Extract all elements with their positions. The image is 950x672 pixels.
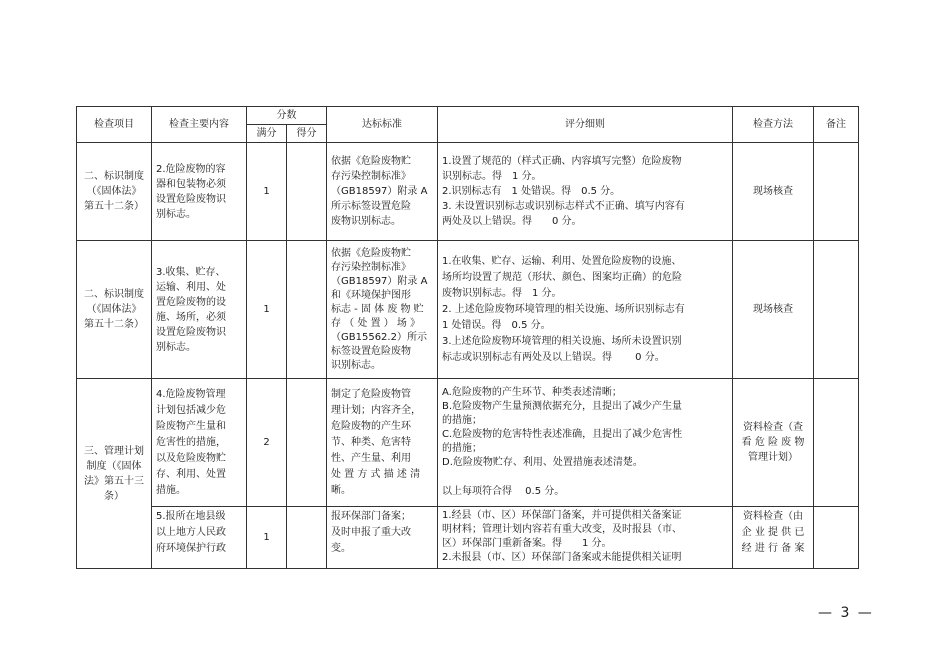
inspection-method: 资料检查（查 看 危 险 废 物 管理计划） xyxy=(733,379,814,507)
header-note: 备注 xyxy=(814,107,859,143)
inspection-item: 二、标识制度 （《固体法》 第五十二条） xyxy=(77,241,152,379)
inspection-item: 二、标识制度 （《固体法》 第五十二条） xyxy=(77,143,152,241)
header-full-score: 满分 xyxy=(247,125,287,143)
got-score xyxy=(287,507,327,569)
got-score xyxy=(287,379,327,507)
scoring-detail: A.危险废物的产生环节、种类表述清晰； B.危险废物产生量预测依据充分，且提出了减少产生量 的措施； C.危险废物的危害特性表述准确，且提出了减少危害性 的措施； D.危险废物贮存、利用、处置措施表述清楚。 以上每项符合得 0.5 分。 xyxy=(438,379,733,507)
standard: 依据《危险废物贮 存污染控制标准》 （GB18597）附录 A 和《环境保护图形 标志 - 固 体 废 物 贮 存 （ 处 置 ） 场 》 （GB15562.2）所示 标签设置危险废物 识别标志。 xyxy=(327,241,438,379)
full-score: 2 xyxy=(247,379,287,507)
note xyxy=(814,379,859,507)
note xyxy=(814,507,859,569)
inspection-content: 2.危险废物的容 器和包装物必须 设置危险废物识 别标志。 xyxy=(152,143,247,241)
header-method: 检查方法 xyxy=(733,107,814,143)
header-got-score: 得分 xyxy=(287,125,327,143)
header-content: 检查主要内容 xyxy=(152,107,247,143)
table-row xyxy=(77,143,859,241)
inspection-content: 5.报所在地县级 以上地方人民政 府环境保护行政 xyxy=(152,507,247,569)
note xyxy=(814,241,859,379)
got-score xyxy=(287,241,327,379)
page-number: — 3 — xyxy=(818,605,874,621)
full-score: 1 xyxy=(247,507,287,569)
header-item: 检查项目 xyxy=(77,107,152,143)
inspection-table xyxy=(76,106,859,569)
standard: 制定了危险废物管 理计划；内容齐全， 危险废物的产生环 节、种类、危害特 性、产生量、利用 处 置 方 式 描 述 清 晰。 xyxy=(327,379,438,507)
inspection-method: 现场核查 xyxy=(733,241,814,379)
header-score: 分数 xyxy=(247,107,327,125)
inspection-content: 3.收集、贮存、 运输、利用、处 置危险废物的设 施、场所，必须 设置危险废物识 别标志。 xyxy=(152,241,247,379)
table-row xyxy=(77,379,859,507)
inspection-content: 4.危险废物管理 计划包括减少危 险废物产生量和 危害性的措施， 以及危险废物贮 存、利用、处置 措施。 xyxy=(152,379,247,507)
header-standard: 达标标准 xyxy=(327,107,438,143)
scoring-detail: 1.设置了规范的（样式正确、内容填写完整）危险废物 识别标志。得 1 分。 2.识别标志有 1 处错误。得 0.5 分。 3. 未设置识别标志或识别标志样式不正确、填写内容有 两处及以上错误。得 0 分。 xyxy=(438,143,733,241)
header-detail: 评分细则 xyxy=(438,107,733,143)
scoring-detail: 1.经县（市、区）环保部门备案，并可提供相关备案证 明材料；管理计划内容若有重大改变，及时报县（市、 区）环保部门重新备案。得 1 分。 2.未报县（市、区）环保部门备案或未能提供相关证明 xyxy=(438,507,733,569)
full-score: 1 xyxy=(247,143,287,241)
got-score xyxy=(287,143,327,241)
table-row xyxy=(77,241,859,379)
note xyxy=(814,143,859,241)
standard: 报环保部门备案； 及时申报了重大改 变。 xyxy=(327,507,438,569)
inspection-item: 三、管理计划 制度（《固体 法》第五十三 条） xyxy=(77,379,152,569)
full-score: 1 xyxy=(247,241,287,379)
scoring-detail: 1.在收集、贮存、运输、利用、处置危险废物的设施、 场所均设置了规范（形状、颜色、图案均正确）的危险 废物识别标志。得 1 分。 2. 上述危险废物环境管理的相关设施、场所识别标志有 1 处错误。得 0.5 分。 3.上述危险废物环境管理的相关设施、场所未设置识别 标志或识别标志有两处及以上错误。得 0 分。 xyxy=(438,241,733,379)
standard: 依据《危险废物贮 存污染控制标准》 （GB18597）附录 A 所示标签设置危险 废物识别标志。 xyxy=(327,143,438,241)
inspection-method: 资料检查（由 企 业 提 供 已 经 进 行 备 案 xyxy=(733,507,814,569)
table-row xyxy=(77,507,859,569)
inspection-method: 现场核查 xyxy=(733,143,814,241)
